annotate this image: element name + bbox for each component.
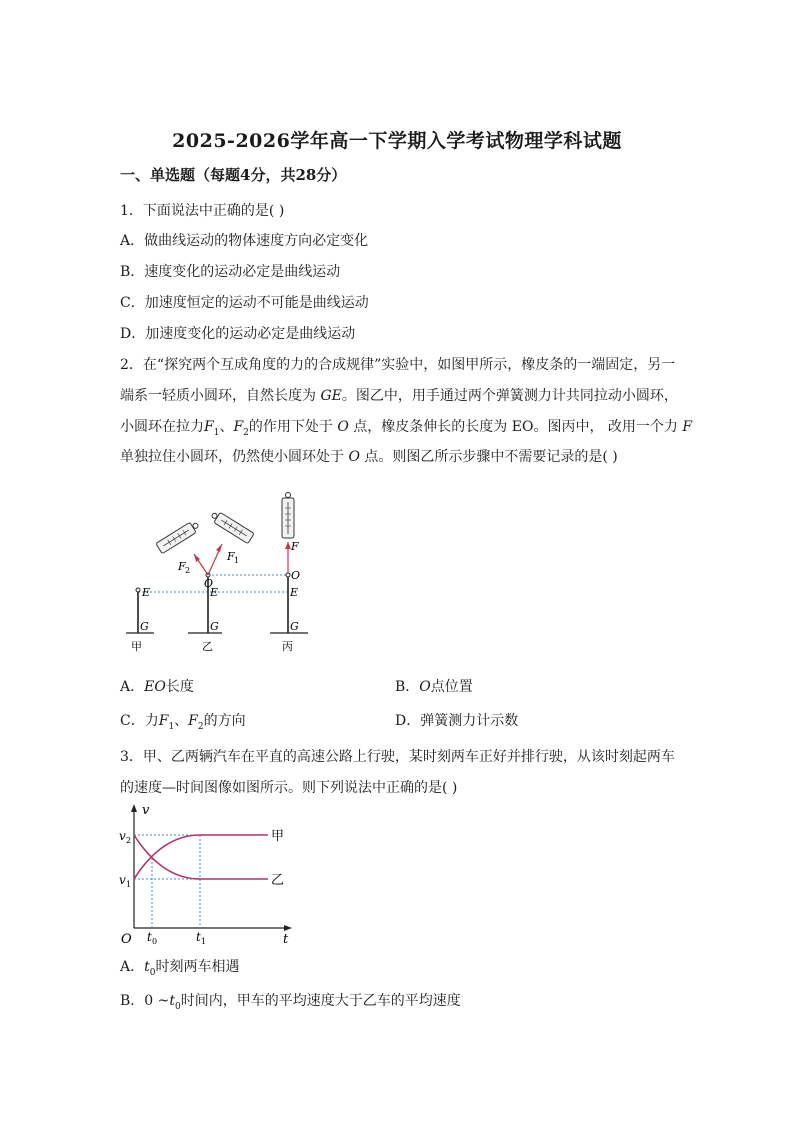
label-bing: 丙: [282, 640, 293, 653]
svg-text:G: G: [210, 620, 219, 633]
axis-label-v: v: [142, 803, 150, 818]
q1-option-b: B．速度变化的运动必定是曲线运动: [120, 264, 341, 280]
label-g: G: [140, 620, 149, 633]
label-o: O: [204, 577, 214, 590]
q2-figure: [118, 488, 318, 658]
fig-bing: [270, 493, 308, 654]
curve-jia: [134, 835, 268, 879]
q1-option-c: C．加速度恒定的运动不可能是曲线运动: [120, 295, 369, 311]
svg-text:E: E: [210, 586, 219, 599]
curve-label-yi: 乙: [271, 873, 285, 888]
section-heading: 一、单选题（每题4分，共28分）: [120, 166, 347, 184]
q1-option-a: A．做曲线运动的物体速度方向必定变化: [120, 233, 369, 249]
tick-v2: v: [119, 829, 126, 843]
svg-text:E: E: [290, 586, 299, 599]
q3-vt-graph: [118, 800, 298, 945]
q2-option-d: D．弹簧测力计示数: [395, 713, 519, 729]
q3-line-1: 3．甲、乙两辆汽车在平直的高速公路上行驶，某时刻两车正好并排行驶，从该时刻起两车: [120, 749, 675, 765]
svg-text:O: O: [291, 569, 301, 582]
q2-line-4: 单独拉住小圆环，仍然使小圆环处于 O 点。则图乙所示步骤中不需要记录的是( ): [120, 449, 618, 465]
tick-t0: t: [147, 930, 152, 944]
q2-option-b: B．O点位置: [395, 679, 473, 695]
fig-jia: [126, 586, 154, 653]
svg-text:1: 1: [201, 937, 207, 945]
spring-balance-f1: [209, 509, 254, 543]
label-f1: F: [227, 550, 235, 563]
spring-balance-f2: [156, 519, 201, 553]
q2-line-1: 2．在“探究两个互成角度的力的合成规律”实验中，如图甲所示，橡皮条的一端固定，另一: [120, 357, 676, 373]
svg-text:1: 1: [126, 880, 132, 889]
q3-option-a: A．$t_0$时刻两车相遇: [120, 959, 240, 978]
label-e: E: [142, 586, 151, 599]
label-f2: F: [178, 560, 186, 573]
label-f: F: [291, 540, 299, 553]
curve-label-jia: 甲: [271, 829, 285, 844]
q3-line-2: 的速度—时间图像如图所示。则下列说法中正确的是( ): [120, 780, 458, 796]
svg-text:2: 2: [126, 836, 132, 845]
axis-label-t: t: [283, 932, 289, 945]
page-title: 2025-2026学年高一下学期入学考试物理学科试题: [172, 130, 622, 152]
q2-option-c: C．力$F_1$、$F_2$的方向: [120, 713, 246, 732]
tick-t1: t: [196, 930, 201, 944]
tick-v1: v: [119, 873, 126, 887]
origin-label: O: [121, 932, 132, 945]
svg-text:1: 1: [234, 556, 240, 565]
fig-yi: [156, 509, 254, 653]
q2-option-a: A．EO长度: [120, 679, 194, 695]
q2-line-3: 小圆环在拉力$F_1$、$F_2$的作用下处于 O 点，橡皮条伸长的长度为 EO。图丙中， 改用一个力 F: [120, 419, 693, 438]
q1-option-d: D．加速度变化的运动必定是曲线运动: [120, 326, 356, 342]
q2-line-2: 端系一轻质小圆环，自然长度为 GE。图乙中，用手通过两个弹簧测力计共同拉动小圆环，: [120, 388, 678, 404]
spring-balance-f: [282, 493, 294, 539]
q1-stem: 1．下面说法中正确的是( ): [120, 203, 285, 219]
svg-text:2: 2: [185, 566, 191, 575]
curve-yi: [134, 835, 268, 879]
label-jia: 甲: [131, 640, 142, 653]
svg-text:G: G: [290, 620, 299, 633]
q3-option-b: B．0 $\sim t_0$时间内，甲车的平均速度大于乙车的平均速度: [120, 993, 461, 1012]
label-yi: 乙: [202, 640, 213, 653]
svg-text:0: 0: [152, 937, 158, 945]
